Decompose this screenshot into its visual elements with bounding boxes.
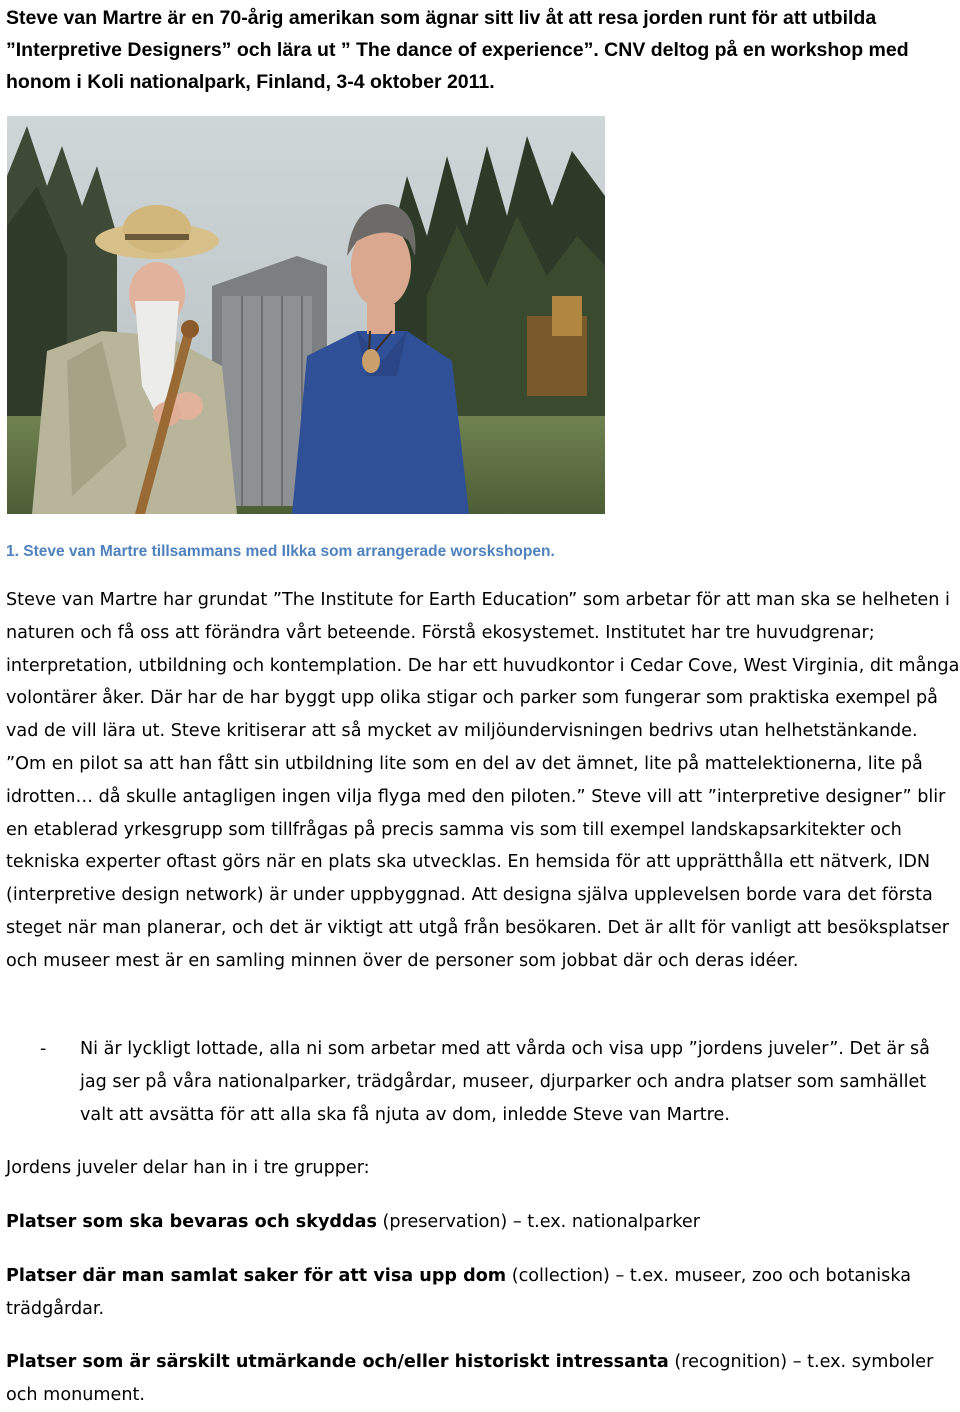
- group-description: (preservation) – t.ex. nationalparker: [376, 1212, 700, 1232]
- group-collection: [6, 1260, 960, 1326]
- intro-heading: [6, 2, 956, 98]
- groups-intro: Jordens juveler delar han in i tre grupper:: [6, 1158, 370, 1178]
- photo-illustration: [7, 116, 605, 514]
- intro-line-3: honom i Koli nationalpark, Finland, 3-4 oktober 2011.: [6, 71, 495, 93]
- quote-text: Ni är lyckligt lottade, alla ni som arbetar med att vårda och visa upp ”jordens juveler”. Det är så jag ser på våra nationalparker, trädgårdar, museer, djurparker och andra platser som samhället valt att avsätta för att alla ska få njuta av dom, inledde Steve van Martre.: [80, 1039, 930, 1125]
- photo-caption: 1. Steve van Martre tillsammans med Ilkka som arrangerade worskshopen.: [6, 543, 555, 560]
- body-paragraph: Steve van Martre har grundat ”The Institute for Earth Education” som arbetar för att man ska se helheten i naturen och få oss att förändra vårt beteende. Förstå ekosystemet. Institutet har tre huvudgrenar; interpretation, utbildning och kontemplation. De har ett huvudkontor i Cedar Cove, West Virginia, dit många volontärer åker. Där har de har byggt upp olika stigar och parker som fungerar som praktiska exempel på vad de vill lära ut. Steve kritiserar att så mycket av miljöundervisningen bedrivs utan helhetstänkande. ”Om en pilot sa att han fått sin utbildning lite som en del av det ämnet, lite på mattelektionerna, lite på idrotten… då skulle antagligen ingen vilja flyga med den piloten.” Steve vill att ”interpretive designer” blir en etablerad yrkesgrupp som tillfrågas på precis samma vis som till exempel landskapsarkitekter och tekniska experter oftast görs när en plats ska utvecklas. En hemsida för att upprätthålla ett nätverk, IDN (interpretive design network) är under uppbyggnad. Att designa själva upplevelsen borde vara det första steget när man planerar, och det är viktigt att utgå från besökaren. Det är allt för vanligt att besöksplatser och museer mest är en samling minnen över de personer som jobbat där och deras idéer.: [6, 590, 960, 971]
- group-title: Platser som är särskilt utmärkande och/eller historiskt intressanta: [6, 1352, 669, 1372]
- group-recognition: [6, 1346, 960, 1412]
- group-title: Platser där man samlat saker för att visa upp dom: [6, 1266, 507, 1286]
- quote-dash: -: [40, 1039, 47, 1059]
- group-description: (collection) – t.ex. museer, zoo och botaniska trädgårdar.: [6, 1266, 912, 1319]
- workshop-photo: [7, 116, 605, 514]
- intro-line-1: Steve van Martre är en 70-årig amerikan som ägnar sitt liv åt att resa jorden runt för att utbilda: [6, 7, 877, 29]
- intro-line-2: ”Interpretive Designers” och lära ut ” The dance of experience”. CNV deltog på en workshop med: [6, 39, 909, 61]
- group-title: Platser som ska bevaras och skyddas: [6, 1212, 377, 1232]
- group-description: (recognition) – t.ex. symboler och monument.: [6, 1352, 934, 1405]
- group-preservation: [6, 1206, 960, 1239]
